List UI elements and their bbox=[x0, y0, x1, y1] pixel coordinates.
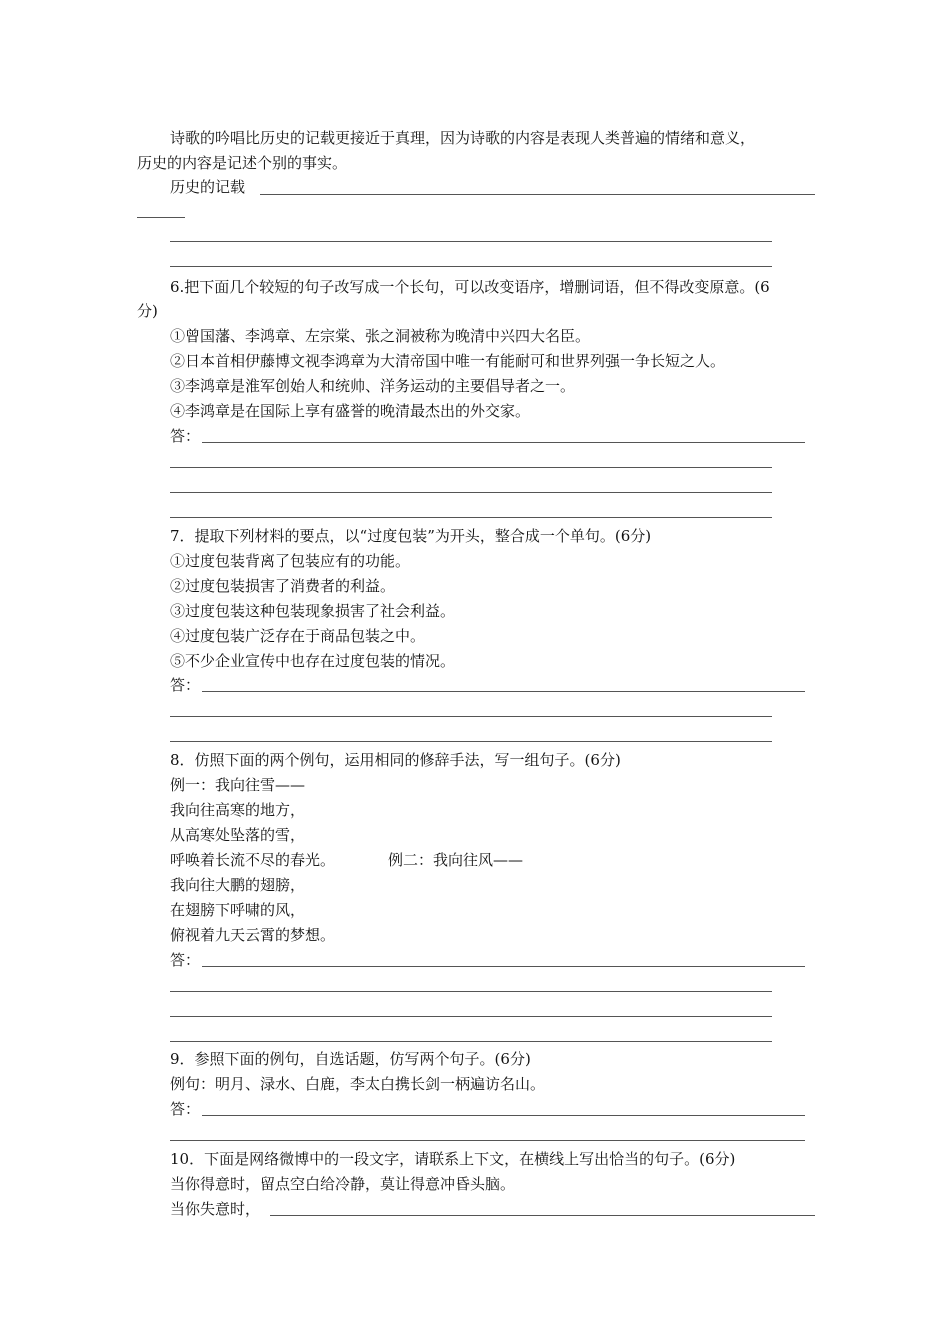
q8-example-1-line-3: 呼唤着长流不尽的春光。 bbox=[170, 851, 336, 869]
q10-line-2: 当你失意时， bbox=[170, 1200, 261, 1218]
q7-item-2: ②过度包装损害了消费者的利益。 bbox=[170, 577, 396, 595]
q8-title: 8．仿照下面的两个例句，运用相同的修辞手法，写一组句子。(6分) bbox=[170, 751, 621, 769]
q8-example-2-line-2: 在翅膀下呼啸的风， bbox=[170, 901, 306, 919]
answer-line[interactable] bbox=[202, 442, 805, 443]
answer-line[interactable] bbox=[170, 492, 772, 493]
q7-answer-label: 答： bbox=[170, 676, 201, 694]
q8-example-2-head: 例二：我向往风—— bbox=[388, 851, 524, 869]
q6-item-4: ④李鸿章是在国际上享有盛誉的晚清最杰出的外交家。 bbox=[170, 402, 531, 420]
q7-title: 7．提取下列材料的要点，以“过度包装”为开头，整合成一个单句。(6分) bbox=[170, 527, 652, 545]
q6-title: 6.把下面几个较短的句子改写成一个长句，可以改变语序，增删词语，但不得改变原意。(6 bbox=[170, 278, 770, 296]
answer-line[interactable] bbox=[170, 991, 772, 992]
answer-line[interactable] bbox=[170, 517, 772, 518]
q9-answer-label: 答： bbox=[170, 1100, 201, 1118]
q8-example-2-line-3: 俯视着九天云霄的梦想。 bbox=[170, 926, 336, 944]
answer-line[interactable] bbox=[170, 741, 772, 742]
q7-item-1: ①过度包装背离了包装应有的功能。 bbox=[170, 552, 411, 570]
intro-prompt: 历史的记载 bbox=[170, 178, 246, 196]
q8-example-1-line-1: 我向往高寒的地方， bbox=[170, 801, 306, 819]
q7-item-3: ③过度包装这种包装现象损害了社会利益。 bbox=[170, 602, 456, 620]
answer-line[interactable] bbox=[170, 241, 772, 242]
q8-example-2-line-1: 我向往大鹏的翅膀， bbox=[170, 876, 306, 894]
q8-example-1-line-2: 从高寒处坠落的雪， bbox=[170, 826, 306, 844]
q8-example-1-head: 例一：我向往雪—— bbox=[170, 776, 306, 794]
q8-answer-label: 答： bbox=[170, 951, 201, 969]
intro-line-2: 历史的内容是记述个别的事实。 bbox=[137, 154, 348, 172]
q6-title-cont: 分) bbox=[137, 302, 158, 320]
intro-line-1: 诗歌的吟唱比历史的记载更接近于真理，因为诗歌的内容是表现人类普遍的情绪和意义， bbox=[170, 129, 756, 147]
q6-item-1: ①曾国藩、李鸿章、左宗棠、张之洞被称为晚清中兴四大名臣。 bbox=[170, 327, 591, 345]
q10-line-1: 当你得意时，留点空白给冷静，莫让得意冲昏头脑。 bbox=[170, 1175, 516, 1193]
q7-item-5: ⑤不少企业宣传中也存在过度包装的情况。 bbox=[170, 652, 456, 670]
q10-title: 10．下面是网络微博中的一段文字，请联系上下文，在横线上写出恰当的句子。(6分) bbox=[170, 1150, 736, 1168]
q6-item-2: ②日本首相伊藤博文视李鸿章为大清帝国中唯一有能耐可和世界列强一争长短之人。 bbox=[170, 352, 726, 370]
q9-title: 9．参照下面的例句，自选话题，仿写两个句子。(6分) bbox=[170, 1050, 531, 1068]
answer-line[interactable] bbox=[170, 1016, 772, 1017]
answer-line[interactable] bbox=[137, 217, 185, 218]
answer-line[interactable] bbox=[202, 691, 805, 692]
answer-line[interactable] bbox=[170, 266, 772, 267]
answer-line[interactable] bbox=[270, 1215, 815, 1216]
answer-line[interactable] bbox=[170, 1140, 805, 1141]
q7-item-4: ④过度包装广泛存在于商品包装之中。 bbox=[170, 627, 426, 645]
answer-line[interactable] bbox=[202, 1115, 805, 1116]
q6-answer-label: 答： bbox=[170, 427, 201, 445]
answer-line[interactable] bbox=[260, 194, 815, 195]
q9-example: 例句：明月、渌水、白鹿，李太白携长剑一柄遍访名山。 bbox=[170, 1075, 546, 1093]
q6-item-3: ③李鸿章是淮军创始人和统帅、洋务运动的主要倡导者之一。 bbox=[170, 377, 576, 395]
answer-line[interactable] bbox=[202, 966, 805, 967]
answer-line[interactable] bbox=[170, 467, 772, 468]
answer-line[interactable] bbox=[170, 1041, 772, 1042]
answer-line[interactable] bbox=[170, 716, 772, 717]
